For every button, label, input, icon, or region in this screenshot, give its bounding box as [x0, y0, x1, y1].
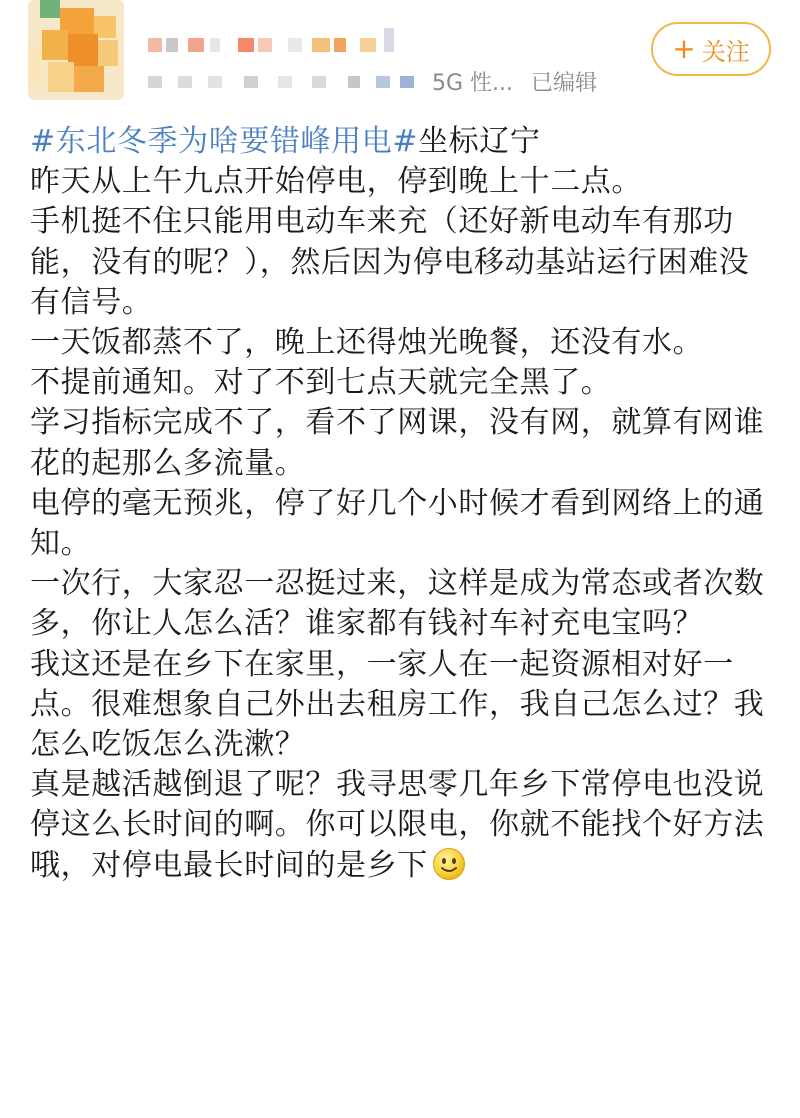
edited-label: 已编辑: [531, 70, 598, 96]
follow-button[interactable]: [651, 22, 771, 76]
smile-emoji-icon: [432, 847, 466, 881]
post-paragraph: 不提前通知。对了不到七点天就完全黑了。: [30, 365, 612, 401]
location-text: 坐标辽宁: [418, 124, 541, 159]
post-paragraph: 电停的毫无预兆，停了好几个小时候才看到网络上的通知。: [30, 485, 765, 562]
post-paragraph: 我这还是在乡下在家里，一家人在一起资源相对好一点。很难想象自己外出去租房工作，我自己怎么过？我怎么吃饭怎么洗漱？: [30, 646, 765, 763]
hashtag-link[interactable]: #东北冬季为啥要错峰用电#: [30, 124, 419, 159]
post-meta: [148, 62, 597, 100]
device-text: 5G 性...: [432, 70, 514, 96]
post-last-line: [30, 846, 775, 886]
post-paragraph: 昨天从上午九点开始停电，停到晚上十二点。: [30, 164, 642, 200]
post-paragraph: 一次行，大家忍一忍挺过来，这样是成为常态或者次数多，你让人怎么活？谁家都有钱衬车衬充电宝吗？: [30, 566, 765, 642]
post-paragraph: 学习指标完成不了，看不了网课，没有网，就算有网谁花的起那么多流量。: [30, 405, 765, 481]
post-header: [0, 0, 800, 120]
follow-label: 关注: [701, 37, 750, 66]
post-paragraph: 真是越活越倒退了呢？我寻思零几年乡下常停电也没说停这么长时间的啊。你可以限电，你就不能找个好方法: [30, 767, 765, 843]
plus-icon: +: [672, 32, 696, 65]
post-first-line: [30, 122, 775, 162]
post-meta-blur: [148, 66, 428, 96]
post-content: [30, 122, 775, 886]
post-paragraph: 手机挺不住只能用电动车来充（还好新电动车有那功能，没有的呢？），然后因为停电移动基站运行困难没有信号。: [30, 204, 750, 320]
post-paragraph: 一天饭都蒸不了，晚上还得烛光晚餐，还没有水。: [30, 325, 704, 361]
avatar[interactable]: [28, 0, 124, 100]
last-line-text: 哦，对停电最长时间的是乡下: [30, 847, 428, 883]
